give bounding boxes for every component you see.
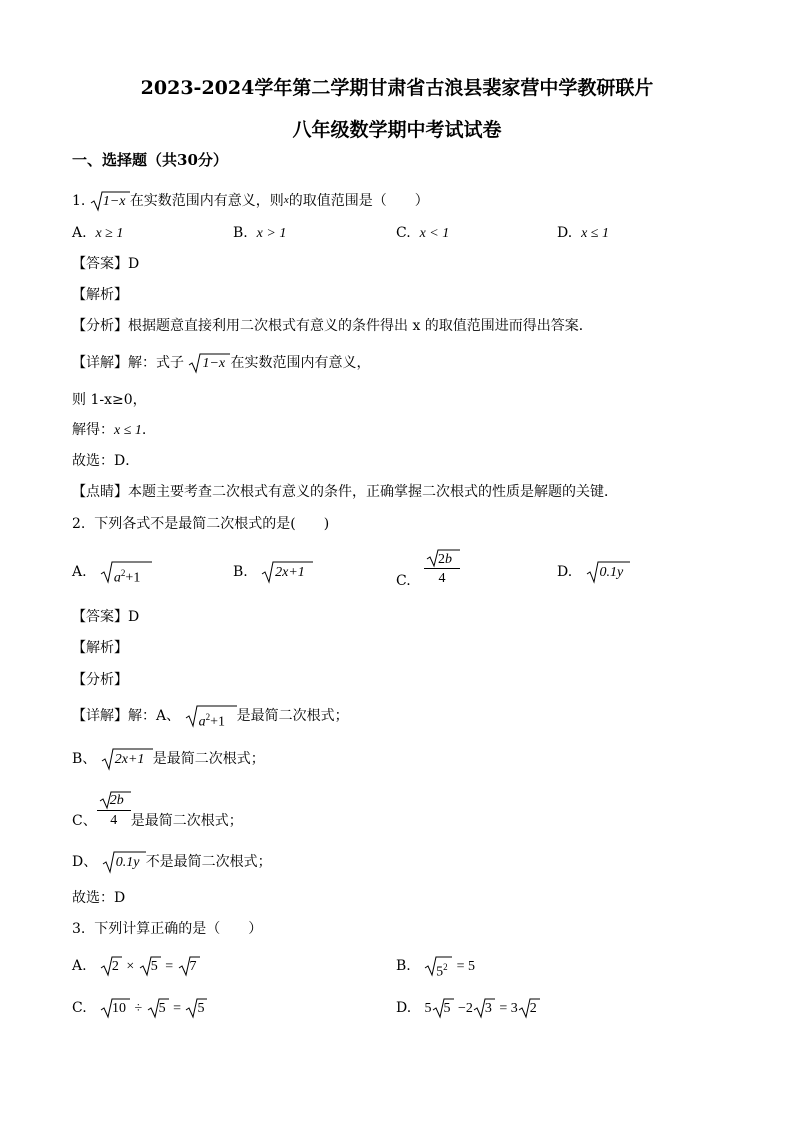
question-3: 3. 下列计算正确的是（ ） [72, 921, 263, 937]
q3-option-c: C. 10 ÷ 5 = 5 [72, 997, 207, 1019]
q1-answer: 【答案】D [72, 256, 140, 272]
q1-analysis: 【分析】根据题意直接利用二次根式有意义的条件得出 x 的取值范围进而得出答案． [72, 318, 593, 334]
q3-option-a: A. 2 × 5 = 7 [72, 955, 200, 977]
q3-option-d: D. 5 5 −2 3 = 3 2 [396, 997, 540, 1019]
q1-comment: 【点睛】本题主要考查二次根式有意义的条件，正确掌握二次根式的性质是解题的关键． [72, 484, 618, 500]
q3-option-b: B. $5^2$ = 5 [396, 955, 475, 977]
question-2: 2. 下列各式不是最简二次根式的是( ) [72, 516, 330, 532]
section-heading: 一、选择题（共30分） [72, 151, 228, 169]
q1-step2: 解得：x ≤ 1. [72, 422, 147, 438]
q2-answer: 【答案】D [72, 609, 140, 625]
document-title-line2: 八年级数学期中考试试卷 [292, 119, 502, 141]
document-title-line1: 2023-2024学年第二学期甘肃省古浪县裴家营中学教研联片 [140, 77, 654, 99]
q2-option-a: A. $a^2+1$ [72, 560, 152, 584]
sqrt-expression: 1−x [188, 352, 230, 374]
q1-step3: 故选：D． [72, 453, 140, 469]
q2-detail-c: C、 $\frac{2b}{4}$ 是最简二次根式； [72, 790, 243, 831]
q2-detail-d: D、 0.1y 不是最简二次根式； [72, 850, 272, 874]
q1-option-b: B. x > 1 [233, 225, 287, 241]
q1-option-d: D. x ≤ 1 [557, 225, 609, 241]
q2-option-b: B. 2x+1 [233, 560, 313, 584]
q2-detail-a: 【详解】解：A、 $a^2+1$ 是最简二次根式； [72, 704, 349, 728]
q2-jiexi: 【解析】 [72, 640, 128, 656]
q2-choice: 故选：D [72, 890, 126, 906]
q2-analysis: 【分析】 [72, 672, 128, 688]
q1-step1: 则 1-x≥0， [72, 392, 147, 408]
q1-detail: 【详解】解：式子 1−x 在实数范围内有意义， [72, 352, 370, 374]
q1-jiexi: 【解析】 [72, 287, 128, 303]
q1-option-a: A. x ≥ 1 [72, 225, 124, 241]
q2-detail-b: B、 2x+1 是最简二次根式； [72, 747, 265, 771]
sqrt-expression: 1−x [90, 190, 130, 212]
question-1: 1. 1−x 在实数范围内有意义，则$^x$的取值范围是（ ） [72, 190, 429, 212]
q1-option-c: C. x < 1 [396, 225, 450, 241]
question-number: 1. [72, 193, 86, 209]
q2-option-c: C. $\frac{2b}{4}$ [396, 548, 460, 589]
q2-option-d: D. 0.1y [557, 560, 630, 584]
